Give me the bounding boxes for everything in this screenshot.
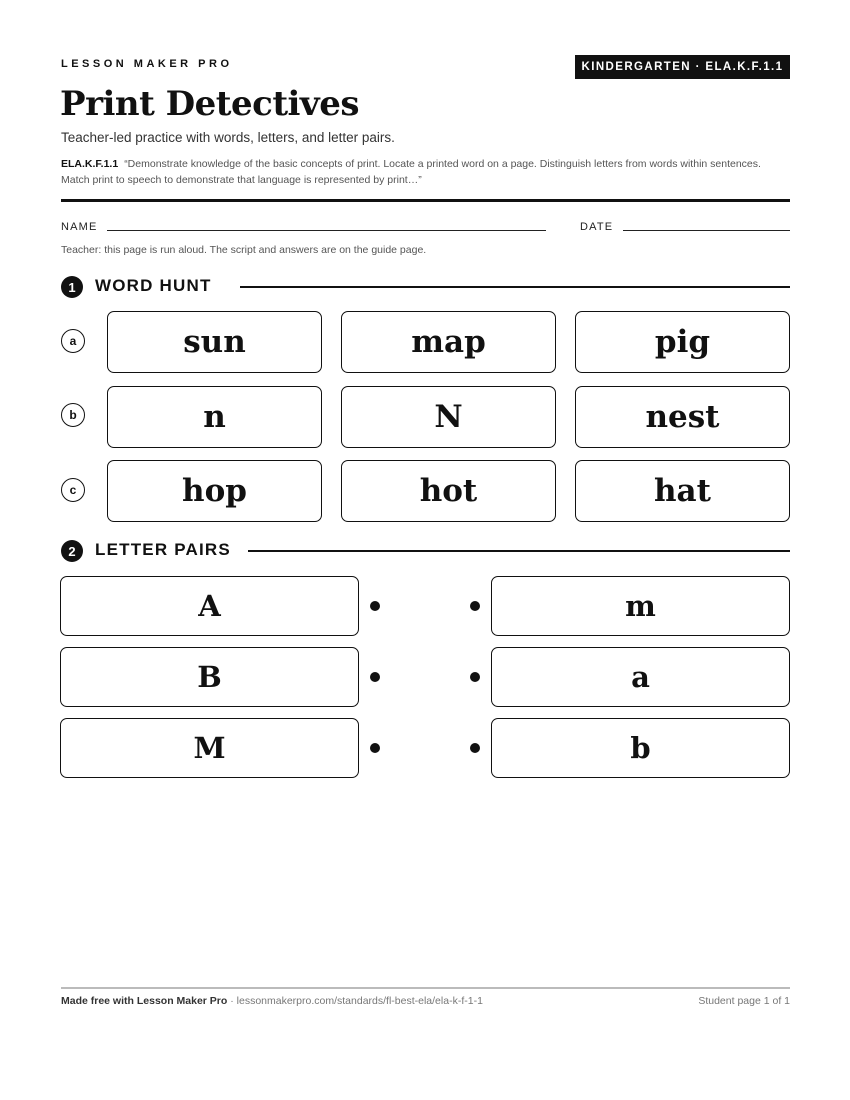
section-1-rule: [240, 286, 790, 288]
row-b-label: b: [61, 403, 85, 427]
right-match-dot[interactable]: [470, 672, 480, 682]
standard-code: ELA.K.F.1.1: [61, 158, 119, 170]
brand-name: LESSON MAKER PRO: [61, 58, 233, 70]
word-card[interactable]: map: [341, 311, 556, 373]
footer-url[interactable]: · lessonmakerpro.com/standards/fl-best-ela/ela-k-f-1-1: [227, 995, 483, 1007]
footer-made-with: Made free with Lesson Maker Pro: [61, 995, 228, 1007]
name-field[interactable]: [107, 230, 546, 231]
standard-description: [61, 156, 791, 188]
grade-standard-badge: KINDERGARTEN · ELA.K.F.1.1: [575, 55, 790, 79]
right-letter-card[interactable]: a: [491, 647, 790, 707]
standard-text: “Demonstrate knowledge of the basic concepts of print. Locate a printed word on a page. Distinguish letters from words within sentences. Match print to speech to demonstrate that language is represented by print…”: [61, 158, 761, 186]
section-2-title: LETTER PAIRS: [95, 540, 231, 559]
right-match-dot[interactable]: [470, 743, 480, 753]
word-card[interactable]: hat: [575, 460, 790, 522]
word-card[interactable]: nest: [575, 386, 790, 448]
teacher-note: Teacher: this page is run aloud. The script and answers are on the guide page.: [61, 244, 427, 256]
header-divider: [61, 199, 790, 202]
left-match-dot[interactable]: [370, 672, 380, 682]
page-subtitle: Teacher-led practice with words, letters, and letter pairs.: [61, 130, 395, 145]
footer-divider: [61, 987, 790, 989]
footer-page-number: Student page 1 of 1: [698, 995, 790, 1007]
word-card[interactable]: pig: [575, 311, 790, 373]
right-letter-card[interactable]: b: [491, 718, 790, 778]
section-2-number: 2: [61, 540, 83, 562]
section-2-rule: [248, 550, 790, 552]
section-1-number: 1: [61, 276, 83, 298]
section-1-title: WORD HUNT: [95, 276, 212, 295]
page-title: Print Detectives: [60, 84, 359, 124]
word-card[interactable]: N: [341, 386, 556, 448]
left-match-dot[interactable]: [370, 743, 380, 753]
word-card[interactable]: sun: [107, 311, 322, 373]
right-letter-card[interactable]: m: [491, 576, 790, 636]
date-label: DATE: [580, 221, 614, 233]
word-card[interactable]: hop: [107, 460, 322, 522]
left-letter-card[interactable]: A: [60, 576, 359, 636]
left-match-dot[interactable]: [370, 601, 380, 611]
word-card[interactable]: hot: [341, 460, 556, 522]
date-field[interactable]: [623, 230, 790, 231]
name-label: NAME: [61, 221, 98, 233]
row-a-label: a: [61, 329, 85, 353]
left-letter-card[interactable]: M: [60, 718, 359, 778]
row-c-label: c: [61, 478, 85, 502]
right-match-dot[interactable]: [470, 601, 480, 611]
left-letter-card[interactable]: B: [60, 647, 359, 707]
footer-credit: [61, 995, 483, 1007]
word-card[interactable]: n: [107, 386, 322, 448]
